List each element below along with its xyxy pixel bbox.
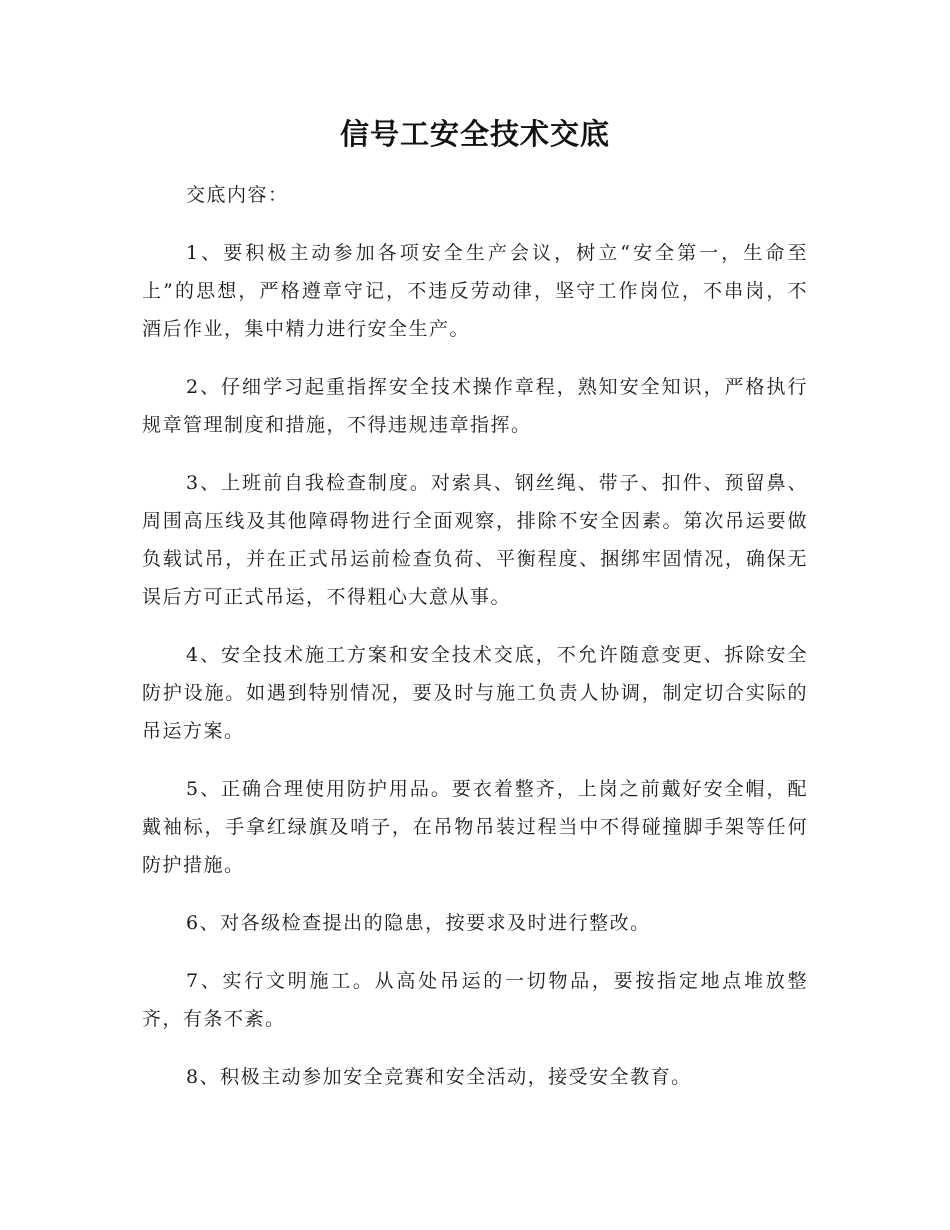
list-item-4: 4、安全技术施工方案和安全技术交底，不允许随意变更、拆除安全防护设施。如遇到特别情况，要及时与施工负责人协调，制定切合实际的吊运方案。 (142, 644, 808, 742)
list-item-6: 6、对各级检查提出的隐患，按要求及时进行整改。 (186, 912, 651, 934)
list-item-1: 1、要积极主动参加各项安全生产会议，树立“安全第一，生命至上”的思想，严格遵章守记，不违反劳动律，坚守工作岗位，不串岗，不酒后作业，集中精力进行安全生产。 (142, 242, 808, 340)
intro-label: 交底内容： (186, 184, 289, 206)
list-item-5: 5、正确合理使用防护用品。要衣着整齐，上岗之前戴好安全帽，配戴袖标，手拿红绿旗及哨子，在吊物吊装过程当中不得碰撞脚手架等任何防护措施。 (142, 778, 808, 876)
list-item-8: 8、积极主动参加安全竞赛和安全活动，接受安全教育。 (186, 1066, 692, 1088)
document-title: 信号工安全技术交底 (339, 117, 610, 151)
list-item-2: 2、仔细学习起重指挥安全技术操作章程，熟知安全知识，严格执行规章管理制度和措施，不得违规违章指挥。 (142, 376, 808, 436)
list-item-7: 7、实行文明施工。从高处吊运的一切物品，要按指定地点堆放整齐，有条不紊。 (142, 970, 808, 1030)
list-item-3: 3、上班前自我检查制度。对索具、钢丝绳、带子、扣件、预留鼻、周围高压线及其他障碍物进行全面观察，排除不安全因素。第次吊运要做负载试吊，并在正式吊运前检查负荷、平衡程度、捆绑牢固情况，确保无误后方可正式吊运，不得粗心大意从事。 (142, 472, 808, 608)
